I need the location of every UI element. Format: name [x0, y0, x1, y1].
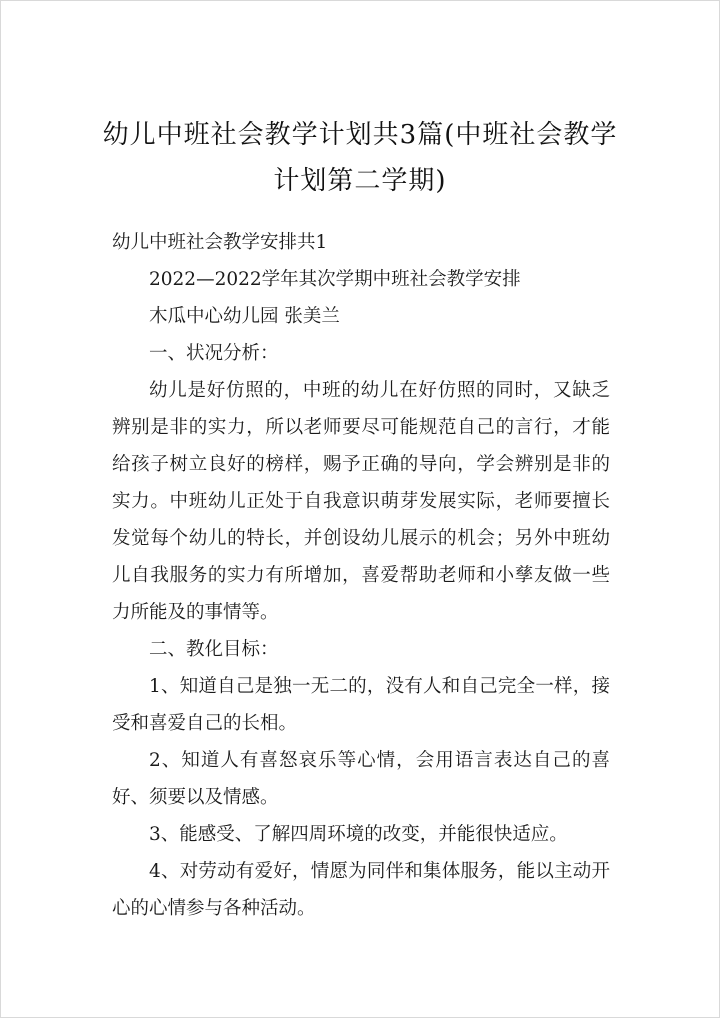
goal-item-1: 1、知道自己是独一无二的，没有人和自己完全一样，接受和喜爱自己的长相。: [112, 676, 610, 734]
document-title: 幼儿中班社会教学计划共3篇(中班社会教学计划第二学期): [102, 120, 618, 196]
section-heading: 幼儿中班社会教学安排共1: [112, 232, 328, 253]
plan-subtitle: 2022—2022学年其次学期中班社会教学安排: [149, 269, 521, 290]
section-heading-analysis: 一、状况分析：: [149, 343, 279, 364]
document-body: [112, 224, 610, 927]
goal-item-3: 3、能感受、了解四周环境的改变，并能很快适应。: [149, 824, 568, 845]
goal-item-4: 4、对劳动有爱好，情愿为同伴和集体服务，能以主动开心的心情参与各种活动。: [112, 861, 610, 919]
goal-item-2: 2、知道人有喜怒哀乐等心情，会用语言表达自己的喜好、须要以及情感。: [112, 750, 610, 808]
author-line: 木瓜中心幼儿园 张美兰: [149, 306, 340, 327]
analysis-paragraph: 幼儿是好仿照的，中班的幼儿在好仿照的同时，又缺乏辨别是非的实力，所以老师要尽可能规范自己的言行，才能给孩子树立良好的榜样，赐予正确的导向，学会辨别是非的实力。中班幼儿正处于自我意识萌芽发展实际，老师要擅长发觉每个幼儿的特长，并创设幼儿展示的机会；另外中班幼儿自我服务的实力有所增加，喜爱帮助老师和小孳友做一些力所能及的事情等。: [112, 380, 610, 623]
section-heading-goals: 二、教化目标：: [149, 639, 279, 660]
